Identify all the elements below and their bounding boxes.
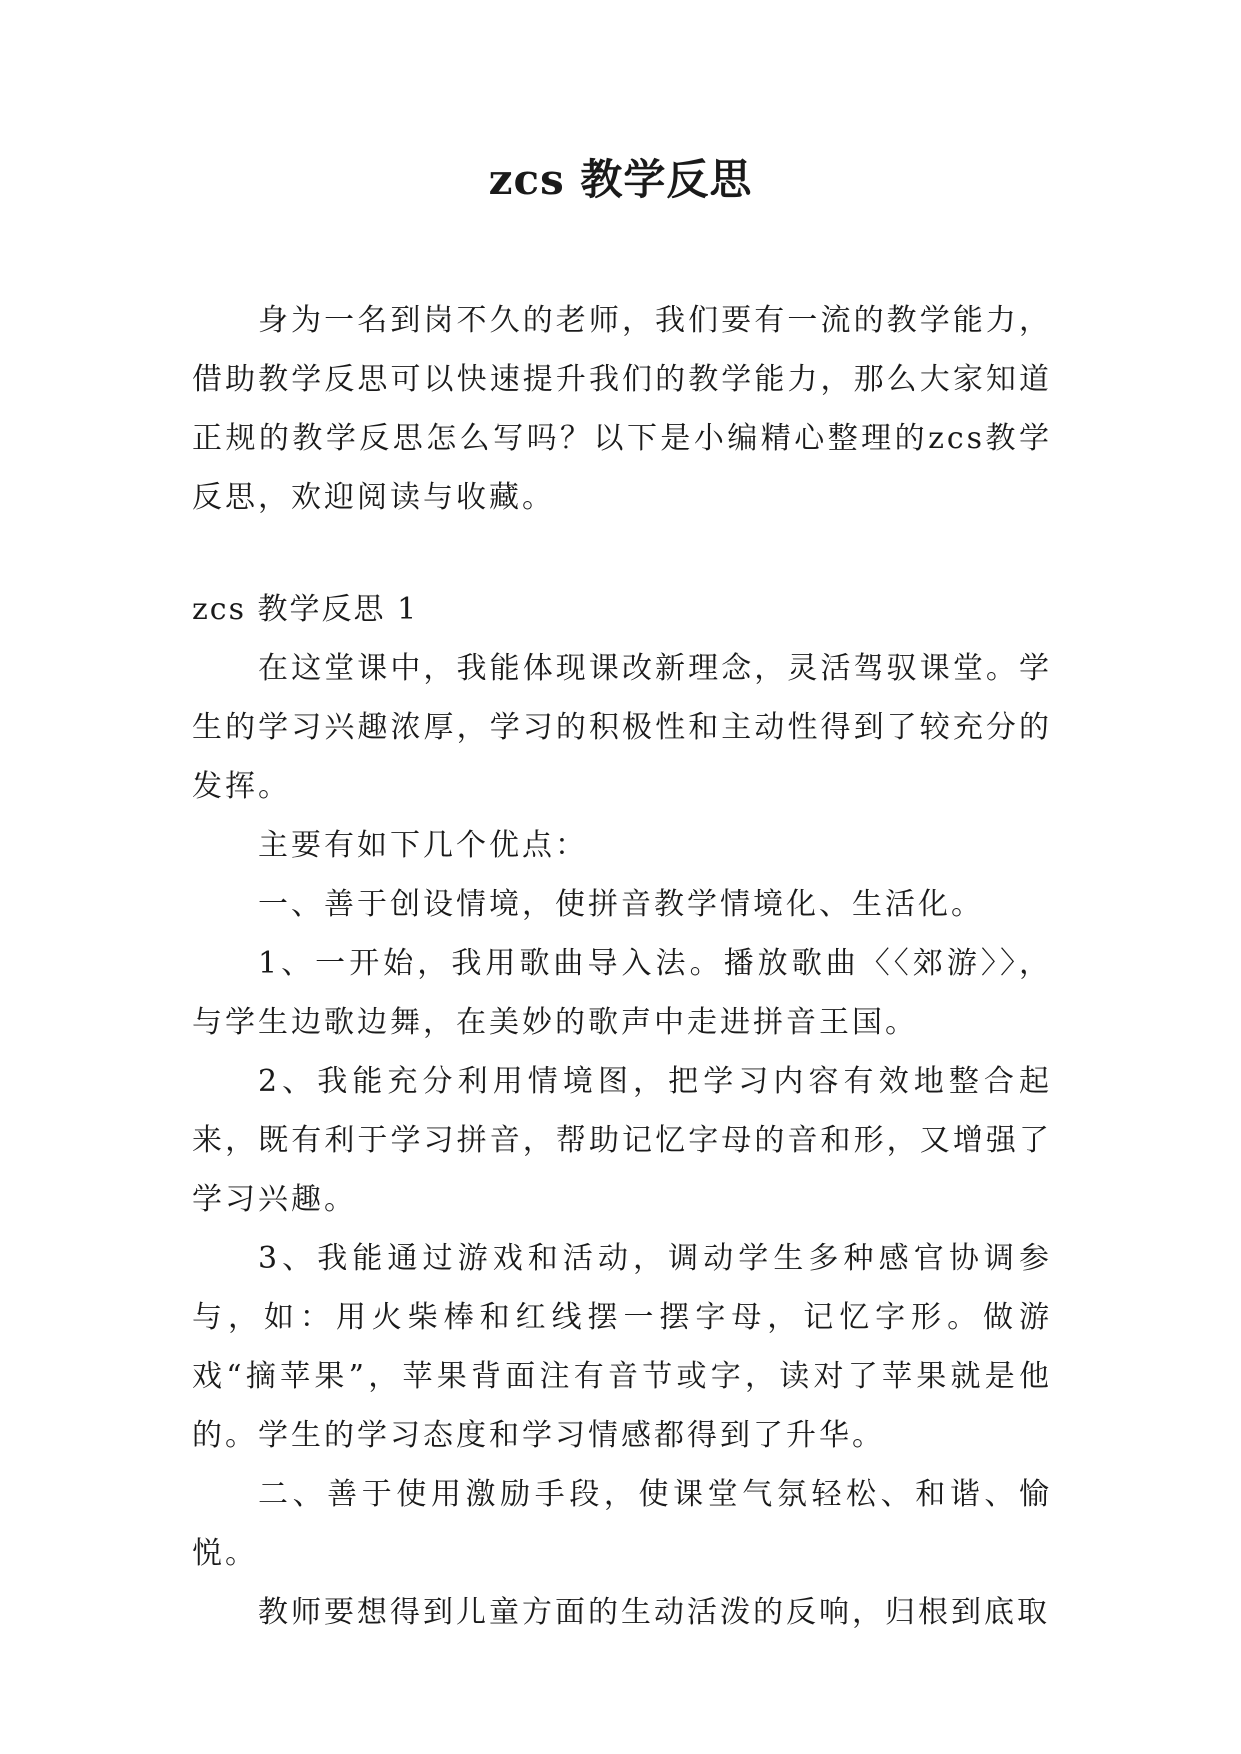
section-paragraph: 二、善于使用激励手段，使课堂气氛轻松、和谐、愉悦。 — [192, 1477, 1052, 1571]
section-paragraph: 3、我能通过游戏和活动，调动学生多种感官协调参与，如：用火柴棒和红线摆一摆字母，记忆字形。做游戏“摘苹果”，苹果背面注有音节或字，读对了苹果就是他的。学生的学习态度和学习情感都得到了升华。 — [192, 1241, 1052, 1453]
section-1 — [192, 580, 1052, 1642]
section-paragraph: 2、我能充分利用情境图，把学习内容有效地整合起来，既有利于学习拼音，帮助记忆字母的音和形，又增强了学习兴趣。 — [192, 1064, 1052, 1217]
intro-paragraph: 身为一名到岗不久的老师，我们要有一流的教学能力，借助教学反思可以快速提升我们的教学能力，那么大家知道正规的教学反思怎么写吗？以下是小编精心整理的zcs教学反思，欢迎阅读与收藏。 — [192, 303, 1052, 515]
section-heading: zcs 教学反思 1 — [192, 592, 419, 627]
section-paragraph: 教师要想得到儿童方面的生动活泼的反响，归根到底取 — [258, 1595, 1050, 1630]
section-paragraph: 一、善于创设情境，使拼音教学情境化、生活化。 — [258, 887, 984, 922]
section-paragraph: 在这堂课中，我能体现课改新理念，灵活驾驭课堂。学生的学习兴趣浓厚，学习的积极性和主动性得到了较充分的发挥。 — [192, 651, 1052, 804]
section-paragraph: 1、一开始，我用歌曲导入法。播放歌曲〈〈郊游〉〉，与学生边歌边舞，在美妙的歌声中走进拼音王国。 — [192, 946, 1052, 1040]
document-title: zcs 教学反思 — [488, 155, 753, 204]
section-paragraph: 主要有如下几个优点： — [258, 828, 588, 863]
